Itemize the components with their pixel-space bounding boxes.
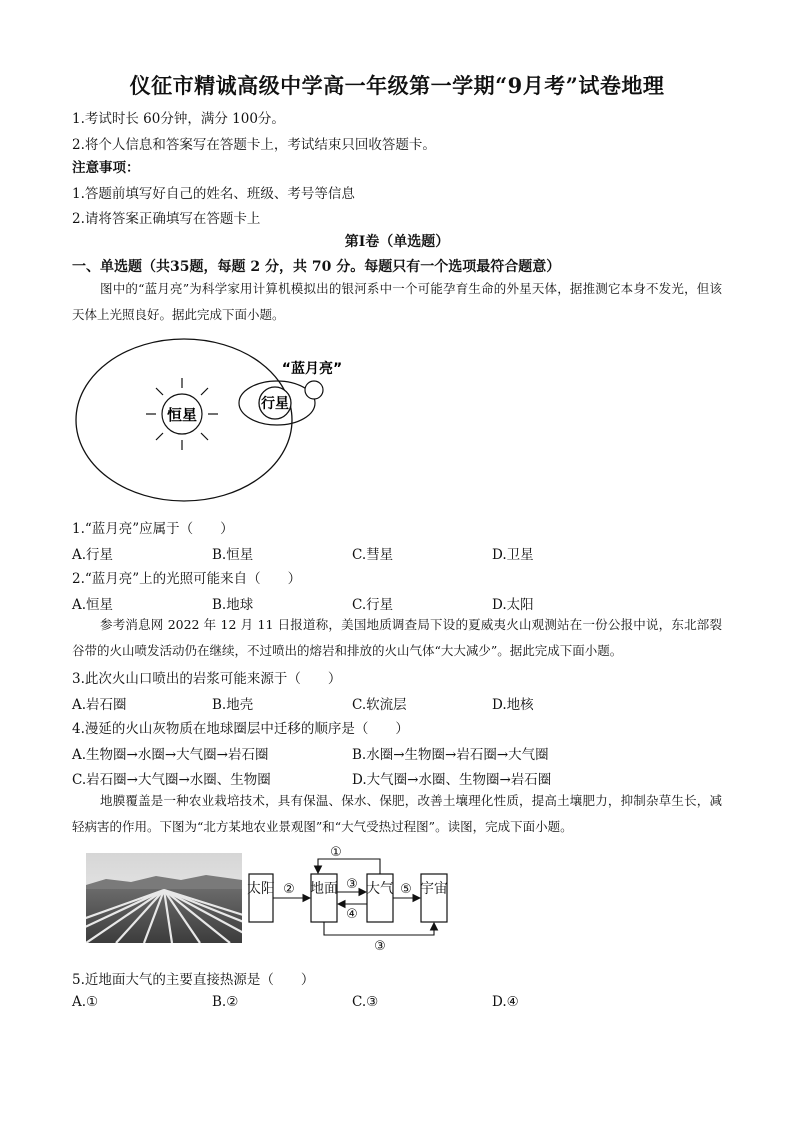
question-2-stem: 2.“蓝月亮”上的光照可能来自（ ） — [72, 571, 302, 587]
q5-option-a[interactable]: A.① — [72, 994, 99, 1010]
star-label: 恒星 — [166, 406, 198, 424]
ground-box-label: 地面 — [310, 881, 338, 897]
q4-option-d[interactable]: D.大气圈→水圈、生物圈→岩石圈 — [352, 772, 552, 788]
atmosphere-box-label: 大气 — [366, 881, 394, 897]
farmland-photo — [86, 853, 242, 943]
question-5-stem: 5.近地面大气的主要直接热源是（ ） — [72, 972, 315, 988]
page-title: 仪征市精诚高级中学高一年级第一学期“9月考”试卷地理 — [129, 73, 665, 98]
planet-label: 行星 — [261, 396, 289, 412]
question-3-stem: 3.此次火山口喷出的岩浆可能来源于（ ） — [72, 671, 342, 687]
notice-line: 2.请将答案正确填写在答题卡上 — [72, 211, 261, 227]
passage-3: 地膜覆盖是一种农业栽培技术，具有保温、保水、保肥，改善土壤理化性质，提高土壤肥力，抑制杂草生长，减轻病害的作用。下图为“北方某地农业景观图”和“大气受热过程图”。读图，完成下面小题。 — [72, 793, 722, 834]
q5-option-d[interactable]: D.④ — [492, 994, 519, 1010]
q5-option-c[interactable]: C.③ — [352, 994, 379, 1010]
q2-option-c[interactable]: C.行星 — [352, 597, 394, 613]
arrow-label-3: ③ — [346, 877, 358, 892]
arrow-label-1: ① — [330, 845, 342, 860]
passage-1: 图中的“蓝月亮”为科学家用计算机模拟出的银河系中一个可能孕育生命的外星天体，据推测它本身不发光，但该天体上光照良好。据此完成下面小题。 — [72, 281, 722, 322]
arrow-label-2: ② — [283, 882, 295, 897]
instruction-line: 1.考试时长 60分钟，满分 100分。 — [72, 111, 285, 127]
part-heading: 一、单选题（共35题，每题 2 分，共 70 分。每题只有一个选项最符合题意） — [72, 259, 561, 275]
question-4-stem: 4.漫延的火山灰物质在地球圈层中迁移的顺序是（ ） — [72, 721, 409, 737]
section-title: 第Ⅰ卷（单选题） — [344, 234, 450, 250]
q3-option-a[interactable]: A.岩石圈 — [72, 697, 127, 713]
question-1-stem: 1.“蓝月亮”应属于（ ） — [72, 521, 234, 537]
q4-option-b[interactable]: B.水圈→生物圈→岩石圈→大气圈 — [352, 747, 549, 763]
notice-heading: 注意事项： — [72, 160, 140, 176]
arrow-label-3b: ③ — [374, 939, 386, 954]
q3-option-d[interactable]: D.地核 — [492, 697, 534, 713]
notice-line: 1.答题前填写好自己的姓名、班级、考号等信息 — [72, 186, 355, 202]
passage-2: 参考消息网 2022 年 12 月 11 日报道称，美国地质调查局下设的夏威夷火山观测站在一份公报中说，东北部裂谷带的火山喷发活动仍在继续，不过喷出的熔岩和排放的火山气体“大大减少”。据此完成下面小题。 — [72, 617, 722, 658]
q2-option-b[interactable]: B.地球 — [212, 597, 254, 613]
q4-option-a[interactable]: A.生物圈→水圈→大气圈→岩石圈 — [72, 747, 269, 763]
q1-option-b[interactable]: B.恒星 — [212, 547, 254, 563]
q1-option-d[interactable]: D.卫星 — [492, 547, 534, 563]
space-box-label: 宇宙 — [420, 881, 448, 897]
moon-label: “蓝月亮” — [281, 361, 343, 377]
q1-option-c[interactable]: C.彗星 — [352, 547, 394, 563]
q2-option-d[interactable]: D.太阳 — [492, 597, 534, 613]
instruction-line: 2.将个人信息和答案写在答题卡上，考试结束只回收答题卡。 — [72, 137, 436, 153]
q1-option-a[interactable]: A.行星 — [72, 547, 114, 563]
q2-option-a[interactable]: A.恒星 — [72, 597, 114, 613]
q3-option-c[interactable]: C.软流层 — [352, 697, 407, 713]
arrow-label-4: ④ — [346, 907, 358, 922]
moon-icon — [305, 381, 323, 399]
q5-option-b[interactable]: B.② — [212, 994, 239, 1010]
q4-option-c[interactable]: C.岩石圈→大气圈→水圈、生物圈 — [72, 772, 271, 788]
sun-box-label: 太阳 — [247, 881, 275, 897]
arrow-label-5: ⑤ — [400, 882, 412, 897]
heating-process-diagram — [244, 842, 454, 956]
orbit-diagram — [72, 330, 372, 515]
q3-option-b[interactable]: B.地壳 — [212, 697, 254, 713]
